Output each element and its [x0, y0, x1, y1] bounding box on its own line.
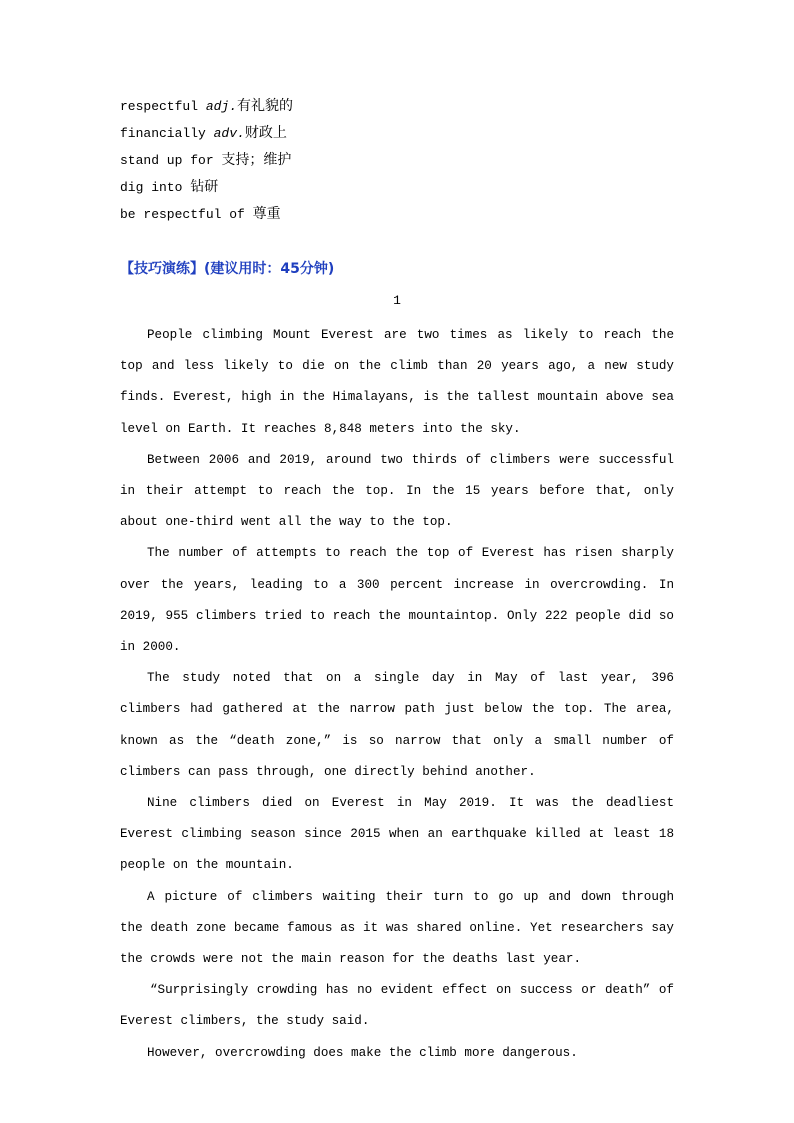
- vocab-item: [120, 203, 674, 230]
- passage-number: 1: [393, 293, 401, 308]
- vocab-item: [120, 122, 674, 149]
- vocabulary-list: [120, 95, 674, 230]
- vocab-item: [120, 176, 674, 203]
- vocab-pos: adv.: [213, 126, 245, 141]
- vocab-term: respectful: [120, 99, 206, 114]
- vocab-pos: adj.: [205, 99, 238, 114]
- section-heading: 【技巧演练】(建议用时：45分钟): [120, 261, 335, 277]
- vocab-meaning: 财政上: [244, 125, 287, 141]
- vocab-meaning: 有礼貌的: [237, 98, 294, 114]
- vocab-item: [120, 149, 674, 176]
- passage-paragraph: Between 2006 and 2019, around two thirds of climbers were successful in their attempt to reach the top. In the 15 years before that, only about one-third went all the way to the top.: [120, 452, 674, 530]
- vocab-meaning: 支持；维护: [221, 152, 292, 168]
- reading-passage: [120, 320, 674, 1069]
- vocab-meaning: 钻研: [190, 179, 219, 195]
- vocab-term: dig into: [120, 180, 191, 195]
- passage-paragraph: However, overcrowding does make the climb more dangerous.: [147, 1045, 578, 1060]
- vocab-meaning: 尊重: [252, 206, 281, 222]
- vocab-term: be respectful of: [120, 207, 253, 222]
- passage-paragraph: “Surprisingly crowding has no evident effect on success or death” of Everest climbers, the study said.: [120, 983, 674, 1029]
- vocab-item: [120, 95, 674, 122]
- vocab-term: financially: [120, 126, 214, 141]
- vocab-term: stand up for: [120, 153, 222, 168]
- passage-paragraph: People climbing Mount Everest are two times as likely to reach the top and less likely to die on the climb than 20 years ago, a new study finds. Everest, high in the Himalayans, is the tallest mountain above sea level on Earth. It reaches 8,848 meters into the sky.: [120, 328, 674, 436]
- passage-paragraph: A picture of climbers waiting their turn to go up and down through the death zone became famous as it was shared online. Yet researchers say the crowds were not the main reason for the deaths last year.: [120, 889, 674, 967]
- passage-paragraph: Nine climbers died on Everest in May 2019. It was the deadliest Everest climbing season since 2015 when an earthquake killed at least 18 people on the mountain.: [120, 796, 674, 873]
- passage-paragraph: The study noted that on a single day in May of last year, 396 climbers had gathered at the narrow path just below the top. The area, known as the “death zone,” is so narrow that only a small number of climbers can pass through, one directly behind another.: [120, 671, 674, 779]
- passage-paragraph: The number of attempts to reach the top of Everest has risen sharply over the years, leading to a 300 percent increase in overcrowding. In 2019, 955 climbers tried to reach the mountaintop. Only 222 people did so in 2000.: [120, 546, 674, 655]
